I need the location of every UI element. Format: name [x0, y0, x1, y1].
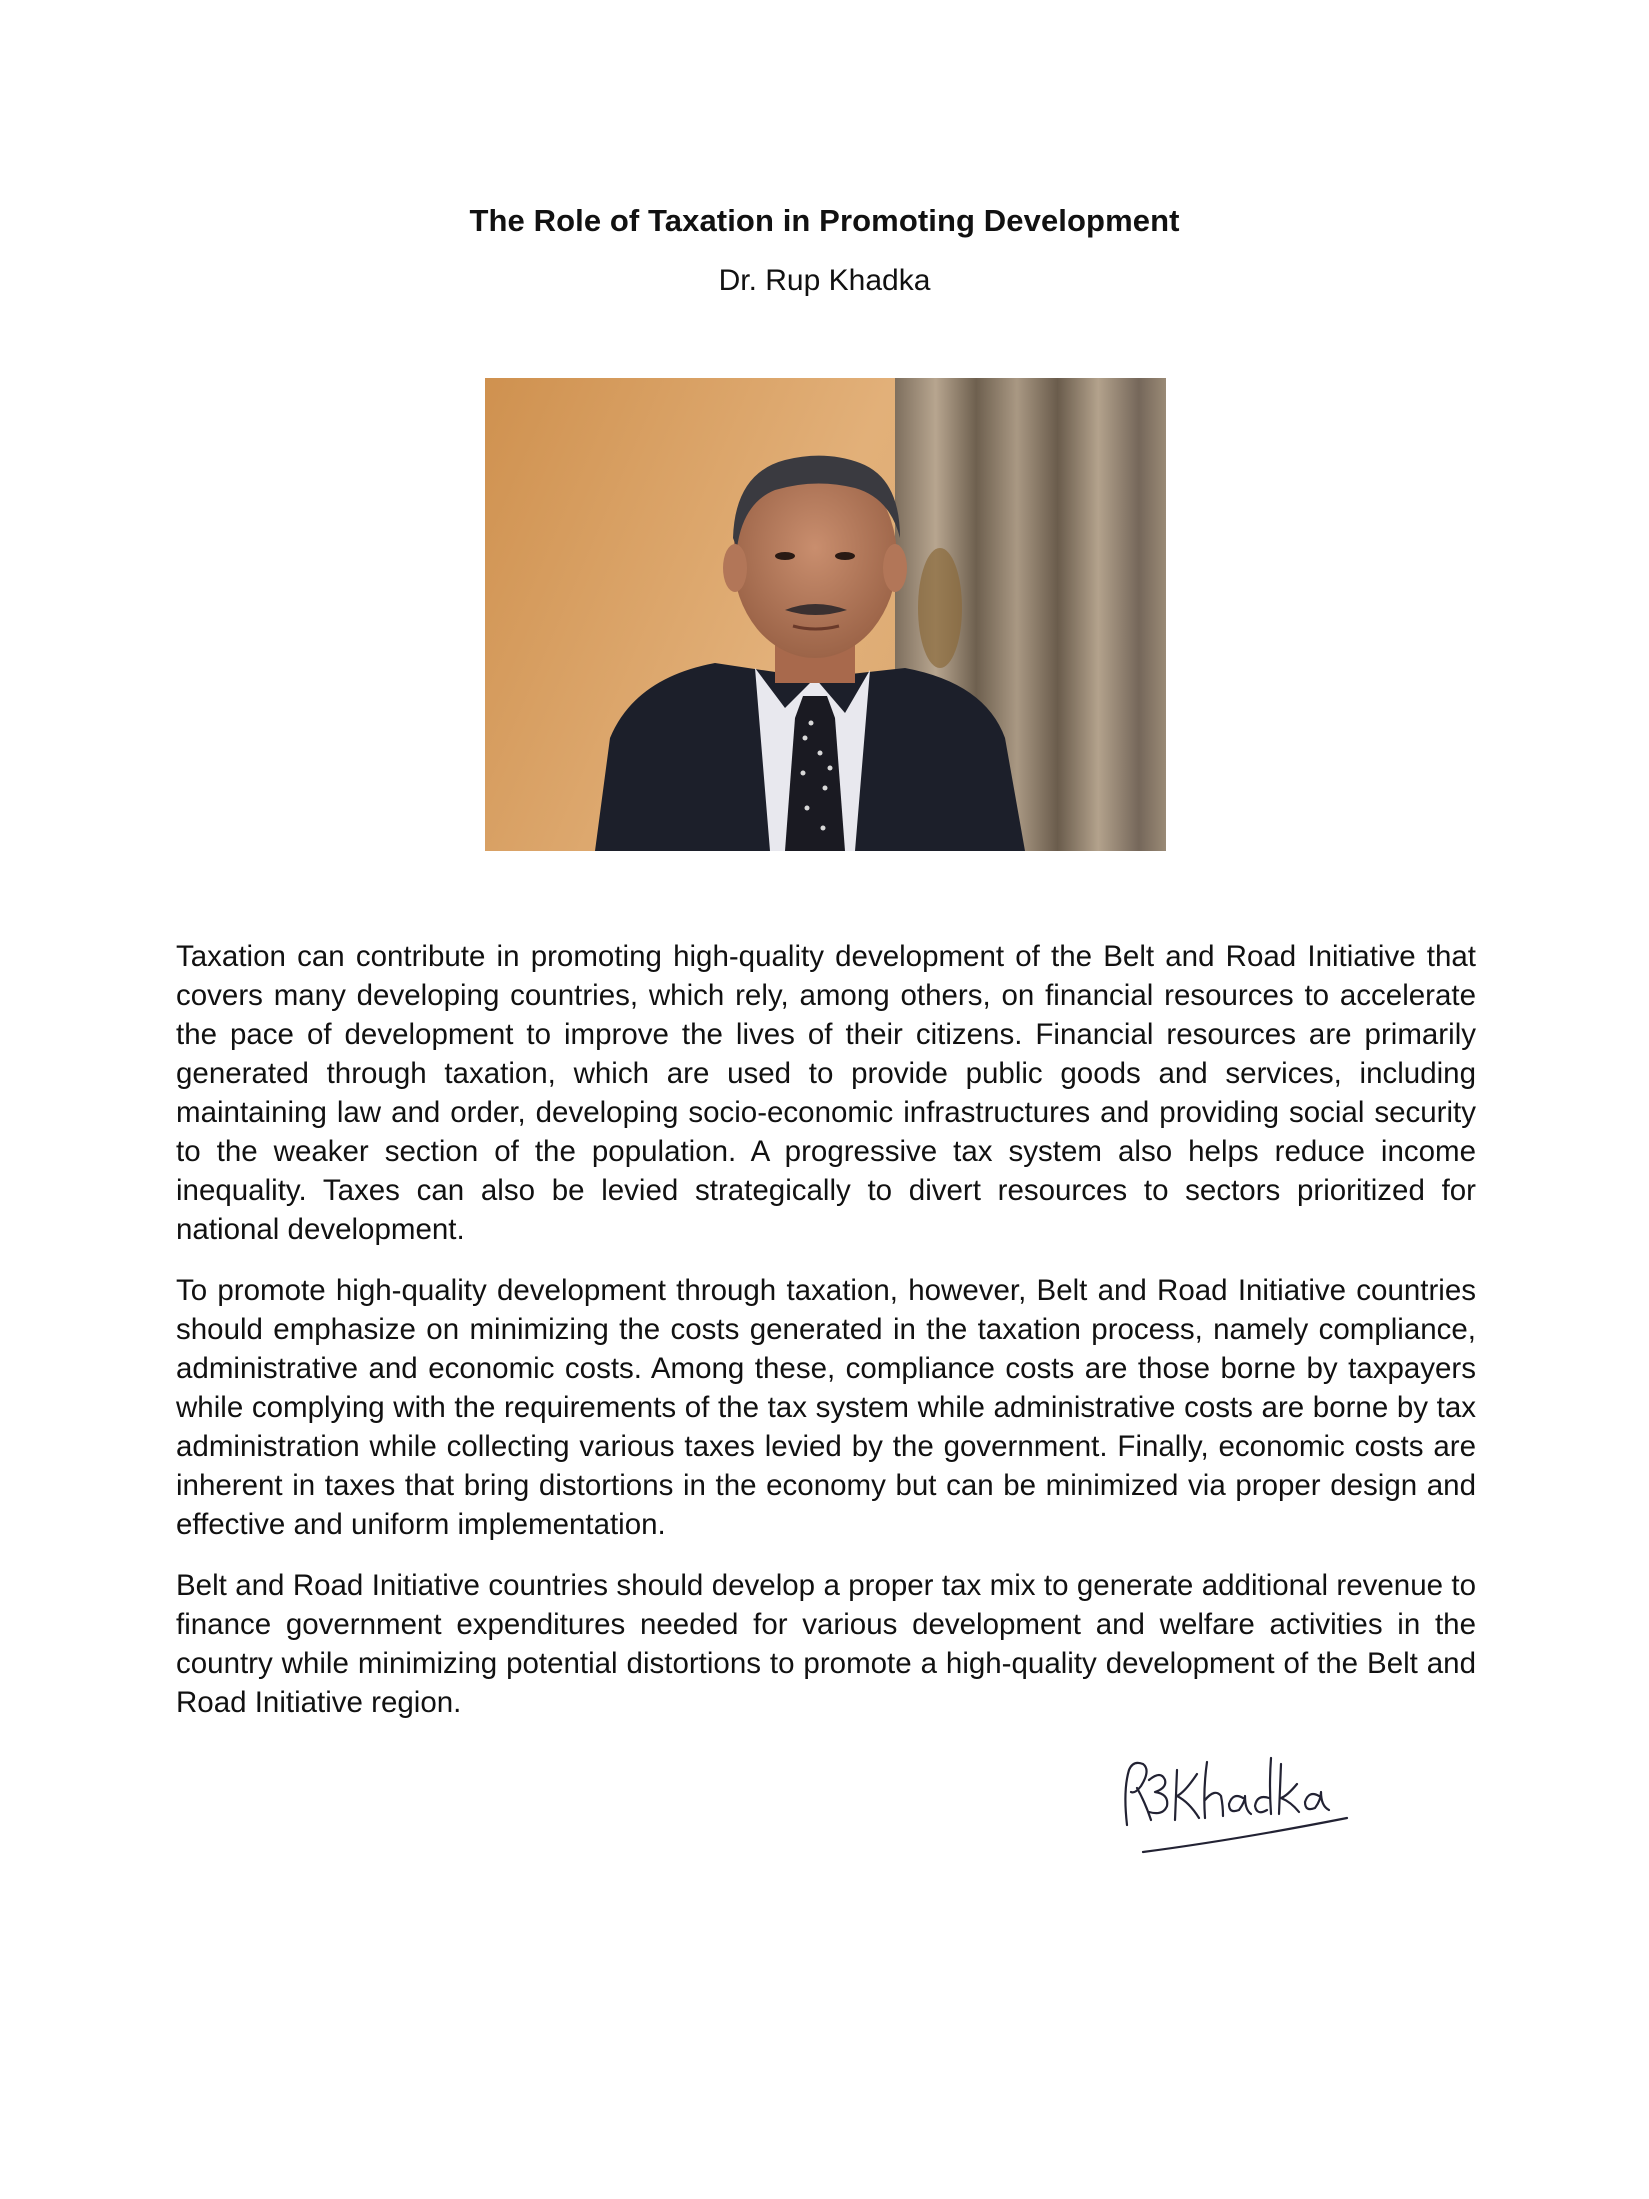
- document-title: The Role of Taxation in Promoting Development: [469, 203, 1180, 238]
- article-body: [176, 937, 1476, 1744]
- handwritten-signature: [1115, 1740, 1355, 1870]
- author-name: Dr. Rup Khadka: [718, 264, 931, 297]
- paragraph-3: Belt and Road Initiative countries should develop a proper tax mix to generate additional revenue to finance government expenditures needed for various development and welfare activities in the country while minimizing potential distortions to promote a high-quality development of the Belt and Road Initiative region.: [176, 1569, 1476, 1719]
- paragraph-2: To promote high-quality development through taxation, however, Belt and Road Initiative countries should emphasize on minimizing the costs generated in the taxation process, namely compliance, administrative and economic costs. Among these, compliance costs are those borne by taxpayers while complying with the requirements of the tax system while administrative costs are borne by tax administration while collecting various taxes levied by the government. Finally, economic costs are inherent in taxes that bring distortions in the economy but can be minimized via proper design and effective and uniform implementation.: [176, 1274, 1476, 1541]
- paragraph-1: Taxation can contribute in promoting high-quality development of the Belt and Road Initiative that covers many developing countries, which rely, among others, on financial resources to accelerate the pace of development to improve the lives of their citizens. Financial resources are primarily generated through taxation, which are used to provide public goods and services, including maintaining law and order, developing socio-economic infrastructures and providing social security to the weaker section of the population. A progressive tax system also helps reduce income inequality. Taxes can also be levied strategically to divert resources to sectors prioritized for national development.: [176, 940, 1476, 1246]
- author-portrait-photo: [485, 378, 1166, 851]
